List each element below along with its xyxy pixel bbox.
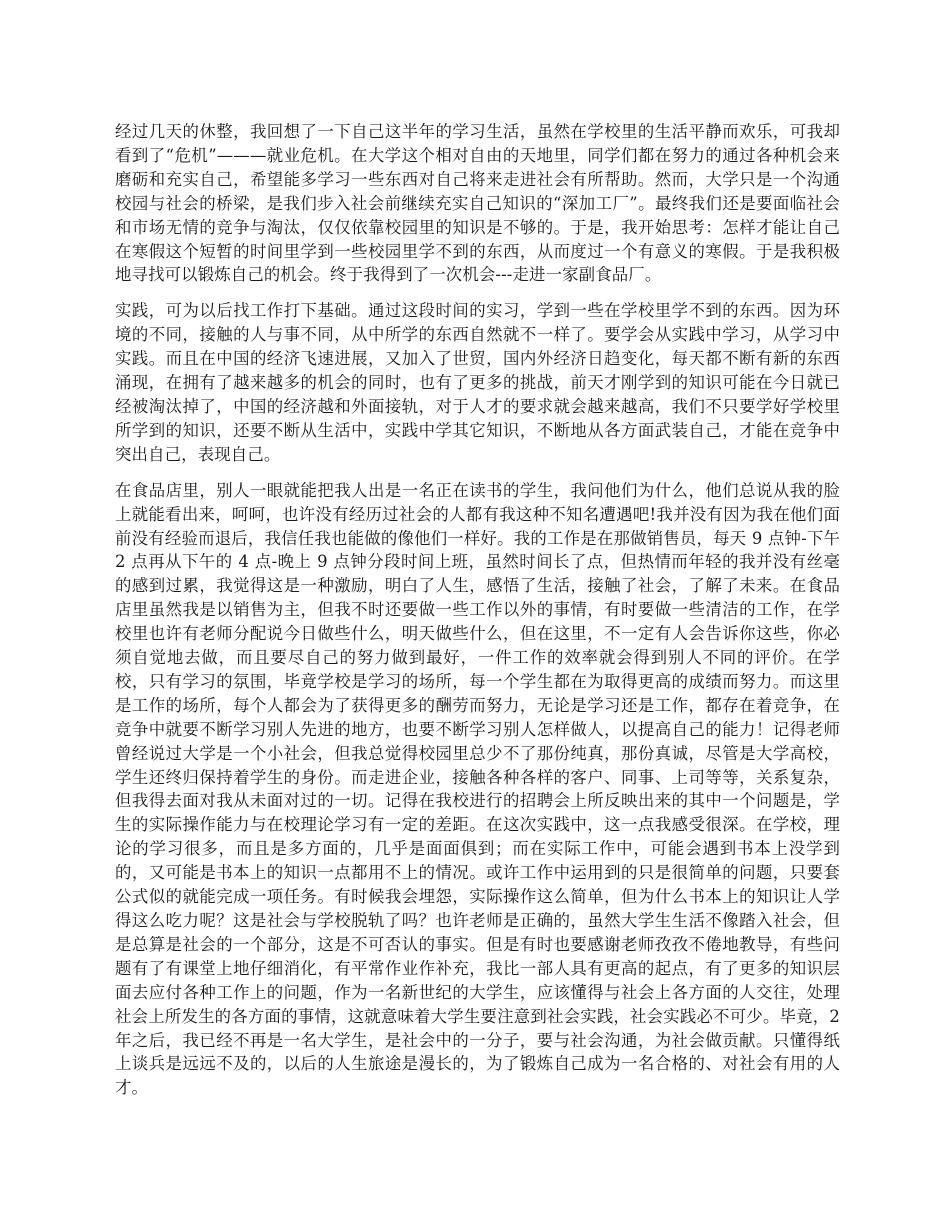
document-body (115, 120, 840, 1112)
paragraph-intro: 经过几天的休整，我回想了一下自己这半年的学习生活，虽然在学校里的生活平静而欢乐，可我却看到了“危机”———就业危机。在大学这个相对自由的天地里，同学们都在努力的通过各种机会来磨砺和充实自己，希望能多学习一些东西对自己将来走进社会有所帮助。然而，大学只是一个沟通校园与社会的桥梁，是我们步入社会前继续充实自己知识的“深加工厂”。最终我们还是要面临社会和市场无情的竞争与淘汰，仅仅依靠校园里的知识是不够的。于是，我开始思考：怎样才能让自己在寒假这个短暂的时间里学到一些校园里学不到的东西，从而度过一个有意义的寒假。于是我积极地寻找可以锻炼自己的机会。终于我得到了一次机会---走进一家副食品厂。 (115, 122, 840, 285)
paragraph-food-store: 在食品店里，别人一眼就能把我人出是一名正在读书的学生，我问他们为什么，他们总说从我的脸上就能看出来，呵呵，也许没有经历过社会的人都有我这种不知名遭遇吧!我并没有因为我在他们面前没有经验而退后，我信任我也能做的像他们一样好。我的工作是在那做销售员，每天 9 点钟-下午 2 点再从下午的 4 点-晚上 9 点钟分段时间上班，虽然时间长了点，但热情而年轻的我并没有丝毫的感到过累，我觉得这是一种激励，明白了人生，感悟了生活，接触了社会，了解了未来。在食品店里虽然我是以销售为主，但我不时还要做一些工作以外的事情，有时要做一些清洁的工作，在学校里也许有老师分配说今日做些什么，明天做些什么，但在这里，不一定有人会告诉你这些，你必须自觉地去做，而且要尽自己的努力做到最好，一件工作的效率就会得到别人不同的评价。在学校，只有学习的氛围，毕竟学校是学习的场所，每一个学生都在为取得更高的成绩而努力。而这里是工作的场所，每个人都会为了获得更多的酬劳而努力，无论是学习还是工作，都存在着竞争，在竞争中就要不断学习别人先进的地方，也要不断学习别人怎样做人，以提高自己的能力！记得老师曾经说过大学是一个小社会，但我总觉得校园里总少不了那份纯真，那份真诚，尽管是大学高校，学生还终归保持着学生的身份。而走进企业，接触各种各样的客户、同事、上司等等，关系复杂，但我得去面对我从未面对过的一切。记得在我校进行的招聘会上所反映出来的其中一个问题是，学生的实际操作能力与在校理论学习有一定的差距。在这次实践中，这一点我感受很深。在学校，理论的学习很多，而且是多方面的，几乎是面面俱到；而在实际工作中，可能会遇到书本上没学到的，又可能是书本上的知识一点都用不上的情况。或许工作中运用到的只是很简单的问题，只要套公式似的就能完成一项任务。有时候我会埋怨，实际操作这么简单，但为什么书本上的知识让人学得这么吃力呢？这是社会与学校脱轨了吗？也许老师是正确的，虽然大学生生活不像踏入社会，但是总算是社会的一个部分，这是不可否认的事实。但是有时也要感谢老师孜孜不倦地教导，有些问题有了有课堂上地仔细消化，有平常作业作补充，我比一部人具有更高的起点，有了更多的知识层面去应付各种工作上的问题，作为一名新世纪的大学生，应该懂得与社会上各方面的人交往，处理社会上所发生的各方面的事情，这就意味着大学生要注意到社会实践，社会实践必不可少。毕竟，2 年之后，我已经不再是一名大学生，是社会中的一分子，要与社会沟通，为社会做贡献。只懂得纸上谈兵是远远不及的，以后的人生旅途是漫长的，为了锻炼自己成为一名合格的、对社会有用的人才。 (115, 480, 840, 1098)
paragraph-practice: 实践，可为以后找工作打下基础。通过这段时间的实习，学到一些在学校里学不到的东西。因为环境的不同，接触的人与事不同，从中所学的东西自然就不一样了。要学会从实践中学习，从学习中实践。而且在中国的经济飞速进展，又加入了世贸，国内外经济日趋变化，每天都不断有新的东西涌现，在拥有了越来越多的机会的同时，也有了更多的挑战，前天才刚学到的知识可能在今日就已经被淘汰掉了，中国的经济越和外面接轨，对于人才的要求就会越来越高，我们不只要学好学校里所学到的知识，还要不断从生活中，实践中学其它知识，不断地从各方面武装自己，才能在竞争中突出自己，表现自己。 (115, 301, 840, 464)
